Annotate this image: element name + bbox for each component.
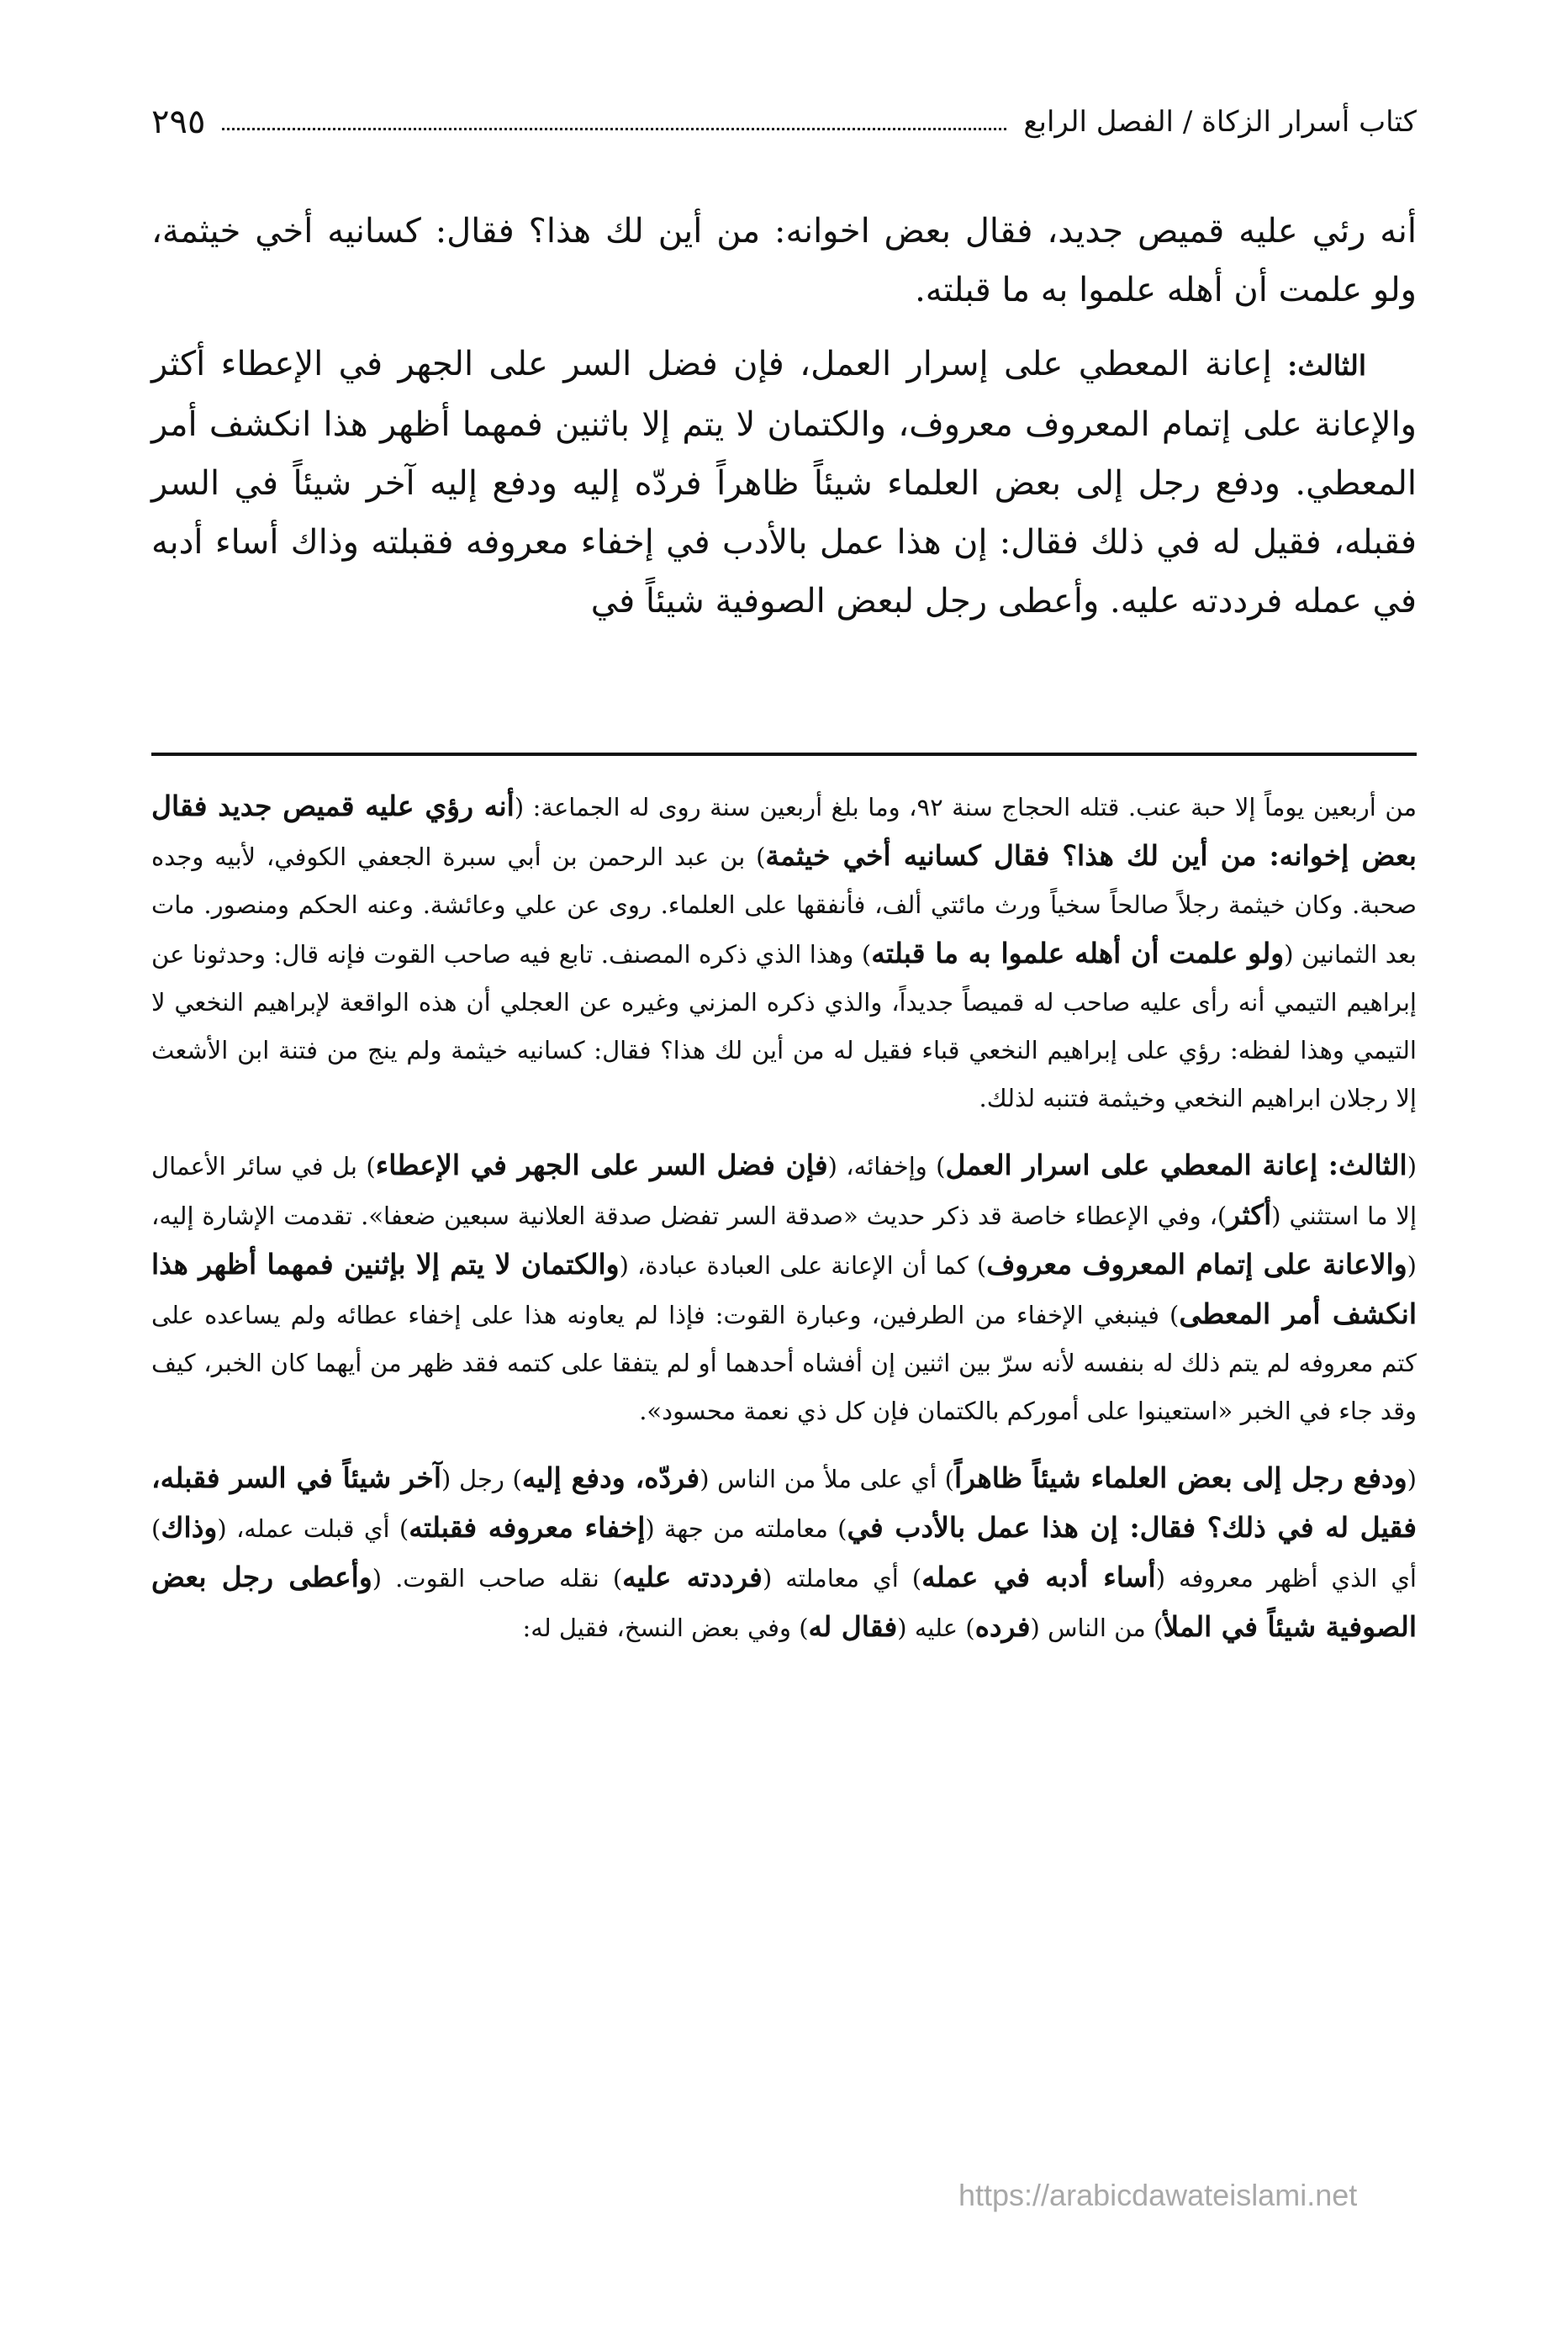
note-text: ) من الناس ( bbox=[1030, 1614, 1164, 1642]
note-quoted-text: فرددته عليه bbox=[622, 1561, 763, 1593]
note-quoted-text: ودفع رجل إلى بعض العلماء شيئاً ظاهراً bbox=[954, 1461, 1407, 1494]
page-number: ٢٩٥ bbox=[151, 103, 206, 141]
note-text: ) رجل ( bbox=[441, 1465, 522, 1493]
main-paragraph-2-lead: الثالث: bbox=[1287, 349, 1366, 382]
note-paragraph-3 bbox=[151, 1454, 1417, 1652]
note-quoted-text: وذاك bbox=[161, 1511, 218, 1544]
note-text: ) أي الذي أظهر معروفه ( bbox=[151, 1514, 1417, 1593]
main-paragraph-1: أنه رئي عليه قميص جديد، فقال بعض اخوانه: من أين لك هذا؟ فقال: كسانيه أخي خيثمة، ولو علمت أن أهله علموا به ما قبلته. bbox=[151, 212, 1417, 309]
note-text: ) معاملته من جهة ( bbox=[645, 1514, 847, 1543]
note-text: )، وفي الإعطاء خاصة قد ذكر حديث «صدقة السر تفضل صدقة العلانية سبعين ضعفا». تقدمت الإشارة إليه، ( bbox=[151, 1202, 1417, 1280]
note-text: ) وإخفائه، ( bbox=[827, 1152, 946, 1181]
note-quoted-text: أساء أدبه في عمله bbox=[921, 1561, 1156, 1593]
main-text bbox=[151, 202, 1417, 646]
note-text: ( bbox=[1407, 1152, 1418, 1181]
note-quoted-text: فإن فضل السر على الجهر في الإعطاء bbox=[375, 1149, 828, 1181]
note-text: ) وفي بعض النسخ، فقيل له: bbox=[522, 1614, 809, 1642]
note-quoted-text: أكثر bbox=[1227, 1198, 1272, 1231]
note-text: ) كما أن الإعانة على العبادة عبادة، ( bbox=[619, 1251, 987, 1280]
note-text: ( bbox=[1407, 1465, 1417, 1493]
header-title: كتاب أسرار الزكاة / الفصل الرابع bbox=[1023, 105, 1417, 139]
main-paragraph-2 bbox=[151, 335, 1417, 631]
note-text: ) وهذا الذي ذكره المصنف. تابع فيه صاحب القوت فإنه قال: وحدثونا عن إبراهيم التيمي أنه رأى عليه صاحب له قميصاً جديداً، والذي ذكره المزني وغيره عن العجلي أن هذه الواقعة لإبراهيم النخعي لا التيمي وهذا لفظه: رؤي على إبراهيم النخعي قباء فقيل له من أين لك هذا؟ فقال: كسانيه خيثمة ولم ينج من فتنة ابن الأشعث إلا رجلان ابراهيم النخعي وخيثمة فتنبه لذلك. bbox=[151, 940, 1417, 1112]
note-quoted-text: الثالث: إعانة المعطي على اسرار العمل bbox=[945, 1149, 1407, 1181]
note-text: ) بن عبد الرحمن بن أبي سبرة الجعفي الكوفي، لأبيه وجده صحبة. وكان خيثمة رجلاً صالحاً سخياً ورث مائتي ألف، فأنفقها على العلماء. روى عن علي وعائشة. وعنه الحكم ومنصور. مات بعد الثمانين ( bbox=[151, 843, 1417, 969]
commentary-notes bbox=[151, 782, 1417, 1671]
note-quoted-text: وأعطى رجل بعض الصوفية شيئاً في الملأ bbox=[151, 1561, 1417, 1643]
note-text: من أربعين يوماً إلا حبة عنب. قتله الحجاج سنة ٩٢، وما بلغ أربعين سنة روى له الجماعة: ( bbox=[514, 793, 1417, 821]
header-dotted-leader bbox=[222, 128, 1006, 130]
note-quoted-text: والاعانة على إتمام المعروف معروف bbox=[986, 1248, 1407, 1281]
main-paragraph-2-body: إعانة المعطي على إسرار العمل، فإن فضل السر على الجهر في الإعطاء أكثر والإعانة على إتمام المعروف معروف، والكتمان لا يتم إلا باثنين فمهما أظهر هذا انكشف أمر المعطي. ودفع رجل إلى بعض العلماء شيئاً ظاهراً فردّه إليه ودفع إليه آخر شيئاً في السر فقبله، فقيل له في ذلك فقال: إن هذا عمل بالأدب في إخفاء معروفه فقبلته وذاك أساء أدبه في عمله فرددته عليه. وأعطى رجل لبعض الصوفية شيئاً في bbox=[151, 345, 1417, 621]
running-header bbox=[151, 92, 1417, 151]
note-text: ) عليه ( bbox=[897, 1614, 975, 1642]
note-text: ) أي قبلت عمله، ( bbox=[217, 1514, 409, 1543]
note-text: ) بل في سائر الأعمال إلا ما استثني ( bbox=[151, 1152, 1418, 1230]
note-text: ) أي على ملأ من الناس ( bbox=[700, 1465, 954, 1493]
note-quoted-text: ولو علمت أن أهله علموا به ما قبلته bbox=[871, 937, 1285, 969]
note-quoted-text: آخر شيئاً في السر فقبله، فقيل له في ذلك؟ فقال: إن هذا عمل بالأدب في bbox=[151, 1461, 1417, 1544]
note-text: ) نقله صاحب القوت. ( bbox=[372, 1564, 623, 1593]
note-paragraph-2 bbox=[151, 1141, 1417, 1435]
note-quoted-text: إخفاء معروفه فقبلته bbox=[409, 1511, 646, 1544]
note-paragraph-1 bbox=[151, 782, 1417, 1123]
footnote-separator-rule bbox=[151, 753, 1417, 756]
note-quoted-text: فرده bbox=[974, 1610, 1031, 1643]
note-quoted-text: أنه رؤي عليه قميص جديد فقال بعض إخوانه: من أين لك هذا؟ فقال كسانيه أخي خيثمة bbox=[151, 790, 1417, 872]
note-text: ) فينبغي الإخفاء من الطرفين، وعبارة القوت: فإذا لم يعاونه هذا على إخفاء عطائه ولم يساعده على كتم معروفه لم يتم ذلك له بنفسه لأنه سرّ بين اثنين إن أفشاه أحدهما أو لم يتفقا على كتمه فقد ظهر من أيهما كان الخبر، كيف وقد جاء في الخبر «استعينوا على أموركم بالكتمان فإن كل ذي نعمة محسود». bbox=[151, 1301, 1417, 1425]
note-quoted-text: فردّه، ودفع إليه bbox=[521, 1461, 700, 1494]
note-quoted-text: والكتمان لا يتم إلا بإثنين فمهما أظهر هذا انكشف أمر المعطى bbox=[151, 1248, 1417, 1330]
note-quoted-text: فقال له bbox=[808, 1610, 898, 1643]
watermark-url: https://arabicdawateislami.net bbox=[958, 2178, 1358, 2212]
note-text: ) أي معاملته ( bbox=[762, 1564, 922, 1593]
